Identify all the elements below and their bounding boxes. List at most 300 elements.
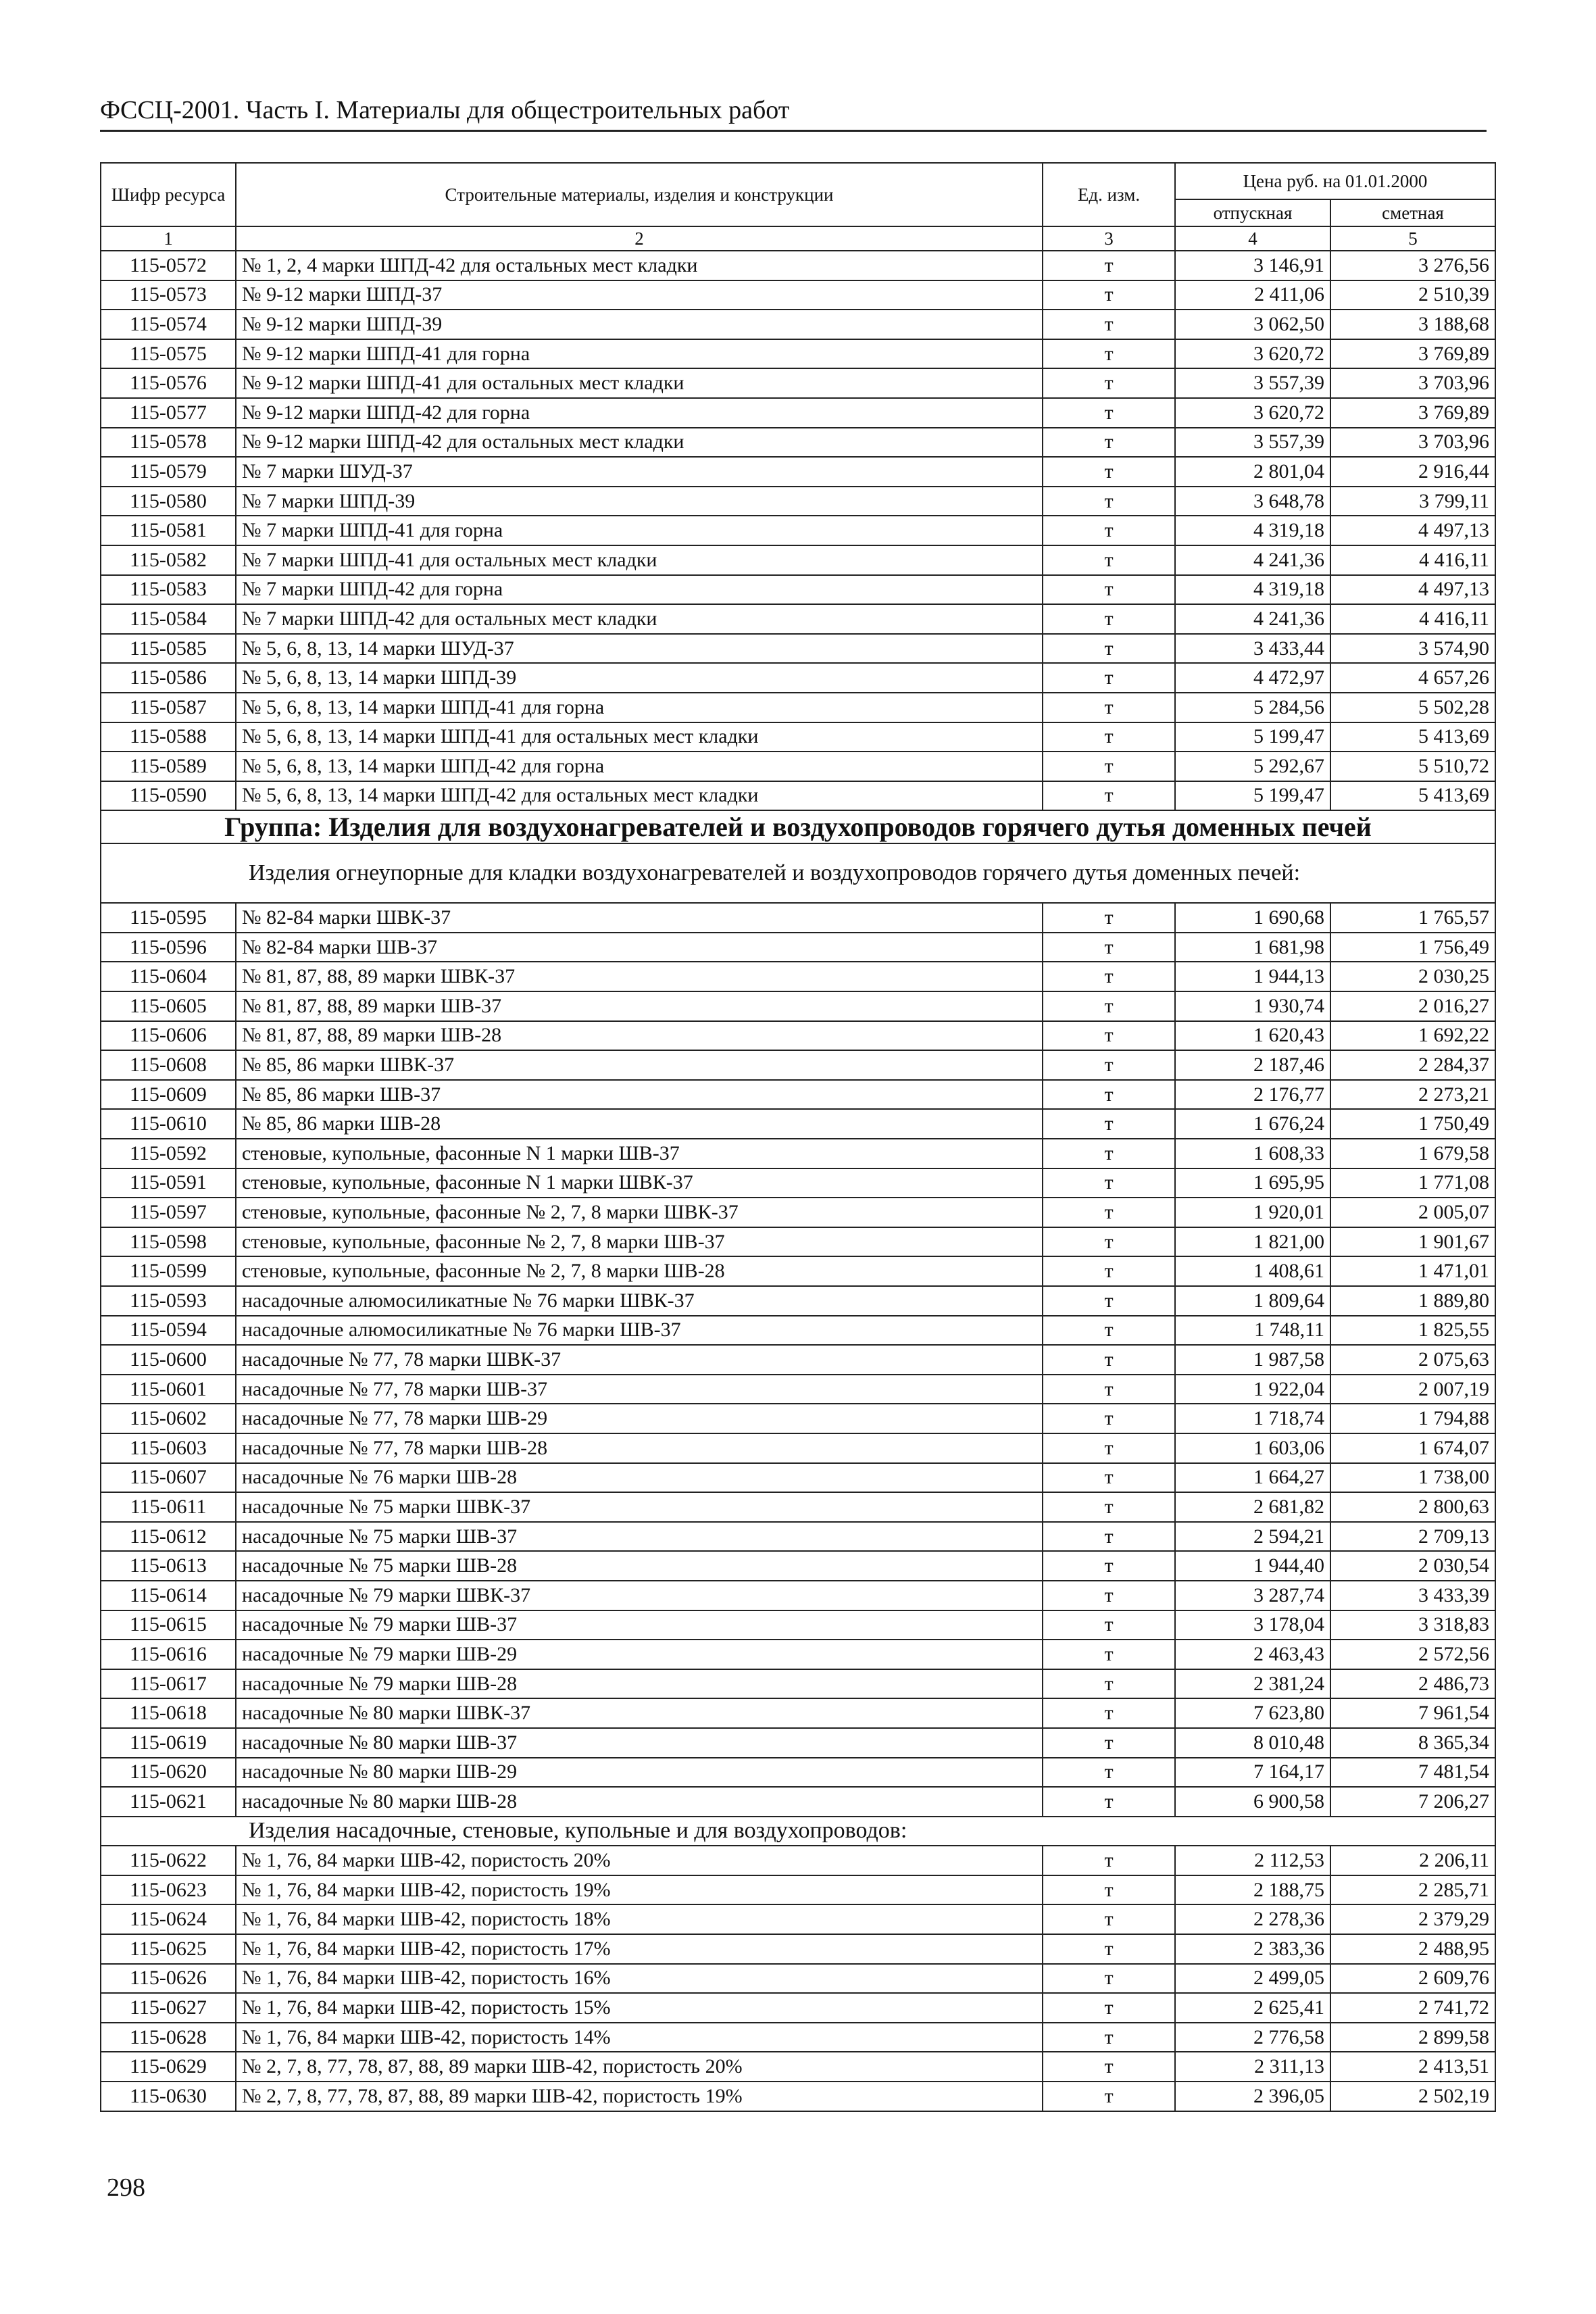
unit: т — [1043, 1256, 1175, 1286]
material-name: № 7 марки ШУД-37 — [236, 457, 1043, 487]
release-price: 4 319,18 — [1175, 575, 1330, 605]
subgroup-section — [101, 1817, 1495, 1846]
table-header — [101, 163, 1495, 251]
table-row — [101, 2052, 1495, 2082]
unit: т — [1043, 2052, 1175, 2082]
resource-code: 115-0618 — [101, 1698, 236, 1728]
release-price: 3 620,72 — [1175, 398, 1330, 428]
header-col-number: 3 — [1043, 226, 1175, 251]
table-row — [101, 604, 1495, 634]
estimate-price: 3 276,56 — [1330, 251, 1495, 280]
material-name: № 1, 76, 84 марки ШВ-42, пористость 16% — [236, 1964, 1043, 1994]
estimate-price: 2 413,51 — [1330, 2052, 1495, 2082]
table-row — [101, 1698, 1495, 1728]
material-name: насадочные № 77, 78 марки ШВ-29 — [236, 1404, 1043, 1433]
resource-code: 115-0608 — [101, 1050, 236, 1080]
resource-code: 115-0617 — [101, 1669, 236, 1699]
estimate-price: 3 769,89 — [1330, 398, 1495, 428]
unit: т — [1043, 1198, 1175, 1227]
unit: т — [1043, 310, 1175, 339]
resource-code: 115-0589 — [101, 752, 236, 781]
unit: т — [1043, 516, 1175, 545]
unit: т — [1043, 903, 1175, 933]
resource-code: 115-0605 — [101, 991, 236, 1021]
table-row — [101, 2082, 1495, 2111]
estimate-price: 2 285,71 — [1330, 1875, 1495, 1905]
resource-code: 115-0622 — [101, 1846, 236, 1875]
estimate-price: 1 901,67 — [1330, 1227, 1495, 1257]
table-row — [101, 1227, 1495, 1257]
table-row — [101, 722, 1495, 752]
resource-code: 115-0624 — [101, 1904, 236, 1934]
unit: т — [1043, 1168, 1175, 1198]
release-price: 1 603,06 — [1175, 1433, 1330, 1463]
table-row — [101, 1728, 1495, 1758]
release-price: 4 472,97 — [1175, 663, 1330, 693]
table-row — [101, 1433, 1495, 1463]
resource-code: 115-0609 — [101, 1080, 236, 1110]
estimate-price: 2 916,44 — [1330, 457, 1495, 487]
release-price: 2 188,75 — [1175, 1875, 1330, 1905]
material-name: насадочные алюмосиликатные № 76 марки ШВ-37 — [236, 1316, 1043, 1346]
estimate-price: 2 572,56 — [1330, 1640, 1495, 1669]
table-row — [101, 280, 1495, 310]
table-row — [101, 1522, 1495, 1552]
resource-code: 115-0612 — [101, 1522, 236, 1552]
material-name: № 1, 76, 84 марки ШВ-42, пористость 15% — [236, 1993, 1043, 2023]
resource-code: 115-0579 — [101, 457, 236, 487]
resource-code: 115-0627 — [101, 1993, 236, 2023]
resource-code: 115-0573 — [101, 280, 236, 310]
release-price: 1 690,68 — [1175, 903, 1330, 933]
resource-code: 115-0610 — [101, 1109, 236, 1139]
unit: т — [1043, 1934, 1175, 1964]
table-row — [101, 634, 1495, 664]
release-price: 2 176,77 — [1175, 1080, 1330, 1110]
table-row — [101, 1934, 1495, 1964]
release-price: 3 648,78 — [1175, 487, 1330, 516]
release-price: 3 433,44 — [1175, 634, 1330, 664]
material-name: № 9-12 марки ШПД-41 для горна — [236, 339, 1043, 369]
unit: т — [1043, 1375, 1175, 1404]
release-price: 1 920,01 — [1175, 1198, 1330, 1227]
estimate-price: 8 365,34 — [1330, 1728, 1495, 1758]
table-body-b — [101, 903, 1495, 1816]
material-name: стеновые, купольные, фасонные № 2, 7, 8 марки ШВ-37 — [236, 1227, 1043, 1257]
table-row — [101, 368, 1495, 398]
table-row — [101, 251, 1495, 280]
material-name: № 85, 86 марки ШВ-37 — [236, 1080, 1043, 1110]
unit: т — [1043, 1080, 1175, 1110]
page-number: 298 — [107, 2173, 145, 2202]
material-name: насадочные № 80 марки ШВ-37 — [236, 1728, 1043, 1758]
resource-code: 115-0593 — [101, 1286, 236, 1316]
material-name: № 2, 7, 8, 77, 78, 87, 88, 89 марки ШВ-42, пористость 20% — [236, 2052, 1043, 2082]
release-price: 5 199,47 — [1175, 781, 1330, 811]
unit: т — [1043, 1463, 1175, 1493]
table-row — [101, 1021, 1495, 1051]
release-price: 2 112,53 — [1175, 1846, 1330, 1875]
material-name: № 82-84 марки ШВК-37 — [236, 903, 1043, 933]
subgroup-row — [101, 843, 1495, 903]
page-header: ФССЦ-2001. Часть I. Материалы для общестроительных работ — [100, 95, 1487, 132]
group-title: Группа: Изделия для воздухонагревателей и воздухопроводов горячего дутья доменных печей — [101, 810, 1495, 843]
estimate-price: 4 497,13 — [1330, 575, 1495, 605]
unit: т — [1043, 1669, 1175, 1699]
table-row — [101, 1904, 1495, 1934]
material-name: № 5, 6, 8, 13, 14 марки ШУД-37 — [236, 634, 1043, 664]
estimate-price: 2 510,39 — [1330, 280, 1495, 310]
release-price: 3 287,74 — [1175, 1581, 1330, 1610]
resource-code: 115-0629 — [101, 2052, 236, 2082]
header-code: Шифр ресурса — [101, 163, 236, 226]
unit: т — [1043, 1551, 1175, 1581]
material-name: № 5, 6, 8, 13, 14 марки ШПД-39 — [236, 663, 1043, 693]
unit: т — [1043, 1640, 1175, 1669]
release-price: 5 199,47 — [1175, 722, 1330, 752]
material-name: насадочные № 80 марки ШВ-28 — [236, 1787, 1043, 1817]
unit: т — [1043, 663, 1175, 693]
material-name: стеновые, купольные, фасонные N 1 марки ШВ-37 — [236, 1139, 1043, 1168]
estimate-price: 1 692,22 — [1330, 1021, 1495, 1051]
table-row — [101, 545, 1495, 575]
table-row — [101, 991, 1495, 1021]
table-row — [101, 310, 1495, 339]
estimate-price: 2 284,37 — [1330, 1050, 1495, 1080]
unit: т — [1043, 1758, 1175, 1788]
resource-code: 115-0621 — [101, 1787, 236, 1817]
release-price: 1 930,74 — [1175, 991, 1330, 1021]
material-name: № 81, 87, 88, 89 марки ШВ-37 — [236, 991, 1043, 1021]
unit: т — [1043, 2023, 1175, 2052]
table-row — [101, 1286, 1495, 1316]
estimate-price: 4 416,11 — [1330, 545, 1495, 575]
table-row — [101, 457, 1495, 487]
table-row — [101, 1256, 1495, 1286]
table-row — [101, 2023, 1495, 2052]
estimate-price: 3 188,68 — [1330, 310, 1495, 339]
resource-code: 115-0623 — [101, 1875, 236, 1905]
resource-code: 115-0590 — [101, 781, 236, 811]
estimate-price: 4 657,26 — [1330, 663, 1495, 693]
release-price: 1 809,64 — [1175, 1286, 1330, 1316]
estimate-price: 4 497,13 — [1330, 516, 1495, 545]
resource-code: 115-0614 — [101, 1581, 236, 1610]
material-name: насадочные № 79 марки ШВ-37 — [236, 1610, 1043, 1640]
unit: т — [1043, 1964, 1175, 1994]
material-name: насадочные № 79 марки ШВ-28 — [236, 1669, 1043, 1699]
material-name: насадочные № 79 марки ШВ-29 — [236, 1640, 1043, 1669]
unit: т — [1043, 1522, 1175, 1552]
estimate-price: 7 206,27 — [1330, 1787, 1495, 1817]
unit: т — [1043, 634, 1175, 664]
estimate-price: 1 750,49 — [1330, 1109, 1495, 1139]
unit: т — [1043, 1993, 1175, 2023]
resource-code: 115-0630 — [101, 2082, 236, 2111]
resource-code: 115-0596 — [101, 933, 236, 962]
material-name: насадочные № 77, 78 марки ШВК-37 — [236, 1345, 1043, 1375]
material-name: насадочные № 80 марки ШВК-37 — [236, 1698, 1043, 1728]
unit: т — [1043, 1728, 1175, 1758]
unit: т — [1043, 457, 1175, 487]
material-name: № 1, 76, 84 марки ШВ-42, пористость 20% — [236, 1846, 1043, 1875]
unit: т — [1043, 781, 1175, 811]
estimate-price: 7 961,54 — [1330, 1698, 1495, 1728]
release-price: 4 319,18 — [1175, 516, 1330, 545]
estimate-price: 1 771,08 — [1330, 1168, 1495, 1198]
release-price: 2 681,82 — [1175, 1492, 1330, 1522]
resource-code: 115-0625 — [101, 1934, 236, 1964]
estimate-price: 5 502,28 — [1330, 693, 1495, 722]
release-price: 1 718,74 — [1175, 1404, 1330, 1433]
material-name: № 9-12 марки ШПД-37 — [236, 280, 1043, 310]
release-price: 3 620,72 — [1175, 339, 1330, 369]
release-price: 8 010,48 — [1175, 1728, 1330, 1758]
material-name: № 5, 6, 8, 13, 14 марки ШПД-41 для горна — [236, 693, 1043, 722]
material-name: № 1, 76, 84 марки ШВ-42, пористость 14% — [236, 2023, 1043, 2052]
header-col-number: 4 — [1175, 226, 1330, 251]
table-row — [101, 1964, 1495, 1994]
unit: т — [1043, 487, 1175, 516]
material-name: № 5, 6, 8, 13, 14 марки ШПД-42 для горна — [236, 752, 1043, 781]
estimate-price: 1 679,58 — [1330, 1139, 1495, 1168]
material-name: стеновые, купольные, фасонные N 1 марки ШВК-37 — [236, 1168, 1043, 1198]
table-row — [101, 962, 1495, 991]
unit: т — [1043, 1610, 1175, 1640]
estimate-price: 1 471,01 — [1330, 1256, 1495, 1286]
estimate-price: 2 379,29 — [1330, 1904, 1495, 1934]
release-price: 1 944,40 — [1175, 1551, 1330, 1581]
estimate-price: 2 016,27 — [1330, 991, 1495, 1021]
estimate-price: 2 273,21 — [1330, 1080, 1495, 1110]
release-price: 1 681,98 — [1175, 933, 1330, 962]
estimate-price: 1 738,00 — [1330, 1463, 1495, 1493]
header-col-number: 1 — [101, 226, 236, 251]
unit: т — [1043, 604, 1175, 634]
unit: т — [1043, 1904, 1175, 1934]
release-price: 6 900,58 — [1175, 1787, 1330, 1817]
release-price: 1 748,11 — [1175, 1316, 1330, 1346]
table-row — [101, 1640, 1495, 1669]
resource-code: 115-0598 — [101, 1227, 236, 1257]
resource-code: 115-0576 — [101, 368, 236, 398]
unit: т — [1043, 251, 1175, 280]
resource-code: 115-0580 — [101, 487, 236, 516]
release-price: 1 620,43 — [1175, 1021, 1330, 1051]
release-price: 2 625,41 — [1175, 1993, 1330, 2023]
release-price: 1 676,24 — [1175, 1109, 1330, 1139]
unit: т — [1043, 1404, 1175, 1433]
unit: т — [1043, 962, 1175, 991]
unit: т — [1043, 1846, 1175, 1875]
resource-code: 115-0577 — [101, 398, 236, 428]
resource-code: 115-0620 — [101, 1758, 236, 1788]
table-row — [101, 1198, 1495, 1227]
table-body-a — [101, 251, 1495, 810]
table-row — [101, 575, 1495, 605]
table-row — [101, 693, 1495, 722]
resource-code: 115-0581 — [101, 516, 236, 545]
table-row — [101, 781, 1495, 811]
estimate-price: 3 318,83 — [1330, 1610, 1495, 1640]
material-name: № 7 марки ШПД-39 — [236, 487, 1043, 516]
estimate-price: 3 433,39 — [1330, 1581, 1495, 1610]
table-row — [101, 1758, 1495, 1788]
unit: т — [1043, 545, 1175, 575]
unit: т — [1043, 1050, 1175, 1080]
material-name: насадочные № 79 марки ШВК-37 — [236, 1581, 1043, 1610]
estimate-price: 5 510,72 — [1330, 752, 1495, 781]
unit: т — [1043, 1581, 1175, 1610]
material-name: № 9-12 марки ШПД-39 — [236, 310, 1043, 339]
estimate-price: 4 416,11 — [1330, 604, 1495, 634]
release-price: 1 944,13 — [1175, 962, 1330, 991]
material-name: насадочные алюмосиликатные № 76 марки ШВК-37 — [236, 1286, 1043, 1316]
material-name: насадочные № 76 марки ШВ-28 — [236, 1463, 1043, 1493]
unit: т — [1043, 1227, 1175, 1257]
material-name: № 85, 86 марки ШВ-28 — [236, 1109, 1043, 1139]
material-name: № 7 марки ШПД-42 для остальных мест кладки — [236, 604, 1043, 634]
release-price: 2 499,05 — [1175, 1964, 1330, 1994]
estimate-price: 2 609,76 — [1330, 1964, 1495, 1994]
estimate-price: 3 574,90 — [1330, 634, 1495, 664]
unit: т — [1043, 1492, 1175, 1522]
table-row — [101, 1168, 1495, 1198]
unit: т — [1043, 1787, 1175, 1817]
release-price: 4 241,36 — [1175, 545, 1330, 575]
table-body-c — [101, 1846, 1495, 2111]
unit: т — [1043, 1345, 1175, 1375]
material-name: № 82-84 марки ШВ-37 — [236, 933, 1043, 962]
material-name: стеновые, купольные, фасонные № 2, 7, 8 марки ШВ-28 — [236, 1256, 1043, 1286]
material-name: № 81, 87, 88, 89 марки ШВК-37 — [236, 962, 1043, 991]
resource-code: 115-0597 — [101, 1198, 236, 1227]
estimate-price: 2 030,25 — [1330, 962, 1495, 991]
table-row — [101, 1492, 1495, 1522]
release-price: 1 695,95 — [1175, 1168, 1330, 1198]
estimate-price: 2 486,73 — [1330, 1669, 1495, 1699]
unit: т — [1043, 398, 1175, 428]
material-name: № 85, 86 марки ШВК-37 — [236, 1050, 1043, 1080]
resource-code: 115-0599 — [101, 1256, 236, 1286]
resource-code: 115-0592 — [101, 1139, 236, 1168]
unit: т — [1043, 1286, 1175, 1316]
unit: т — [1043, 693, 1175, 722]
estimate-price: 1 756,49 — [1330, 933, 1495, 962]
release-price: 2 278,36 — [1175, 1904, 1330, 1934]
resource-code: 115-0588 — [101, 722, 236, 752]
release-price: 1 922,04 — [1175, 1375, 1330, 1404]
material-name: № 7 марки ШПД-42 для горна — [236, 575, 1043, 605]
unit: т — [1043, 1316, 1175, 1346]
material-name: № 5, 6, 8, 13, 14 марки ШПД-42 для остальных мест кладки — [236, 781, 1043, 811]
unit: т — [1043, 1109, 1175, 1139]
resource-code: 115-0586 — [101, 663, 236, 693]
table-row — [101, 1139, 1495, 1168]
estimate-price: 2 007,19 — [1330, 1375, 1495, 1404]
material-name: № 7 марки ШПД-41 для горна — [236, 516, 1043, 545]
table-row — [101, 663, 1495, 693]
table-row — [101, 1551, 1495, 1581]
resource-code: 115-0584 — [101, 604, 236, 634]
material-name: насадочные № 77, 78 марки ШВ-37 — [236, 1375, 1043, 1404]
estimate-price: 2 800,63 — [1330, 1492, 1495, 1522]
release-price: 5 284,56 — [1175, 693, 1330, 722]
unit: т — [1043, 428, 1175, 458]
unit: т — [1043, 368, 1175, 398]
resource-code: 115-0602 — [101, 1404, 236, 1433]
unit: т — [1043, 280, 1175, 310]
estimate-price: 1 794,88 — [1330, 1404, 1495, 1433]
material-name: № 81, 87, 88, 89 марки ШВ-28 — [236, 1021, 1043, 1051]
table-row — [101, 1669, 1495, 1699]
release-price: 2 463,43 — [1175, 1640, 1330, 1669]
estimate-price: 2 502,19 — [1330, 2082, 1495, 2111]
resource-code: 115-0587 — [101, 693, 236, 722]
header-release: отпускная — [1175, 199, 1330, 226]
unit: т — [1043, 339, 1175, 369]
release-price: 3 557,39 — [1175, 428, 1330, 458]
estimate-price: 3 703,96 — [1330, 428, 1495, 458]
material-name: № 9-12 марки ШПД-42 для остальных мест кладки — [236, 428, 1043, 458]
release-price: 1 408,61 — [1175, 1256, 1330, 1286]
group-section — [101, 810, 1495, 903]
group-title-row — [101, 810, 1495, 843]
resource-code: 115-0616 — [101, 1640, 236, 1669]
release-price: 3 062,50 — [1175, 310, 1330, 339]
estimate-price: 3 799,11 — [1330, 487, 1495, 516]
estimate-price: 3 769,89 — [1330, 339, 1495, 369]
estimate-price: 1 889,80 — [1330, 1286, 1495, 1316]
estimate-price: 1 825,55 — [1330, 1316, 1495, 1346]
table-row — [101, 1375, 1495, 1404]
subgroup-row — [101, 1817, 1495, 1846]
release-price: 1 987,58 — [1175, 1345, 1330, 1375]
resource-code: 115-0626 — [101, 1964, 236, 1994]
release-price: 1 664,27 — [1175, 1463, 1330, 1493]
resource-code: 115-0615 — [101, 1610, 236, 1640]
release-price: 4 241,36 — [1175, 604, 1330, 634]
estimate-price: 3 703,96 — [1330, 368, 1495, 398]
table-row — [101, 1316, 1495, 1346]
resource-code: 115-0583 — [101, 575, 236, 605]
material-name: № 2, 7, 8, 77, 78, 87, 88, 89 марки ШВ-42, пористость 19% — [236, 2082, 1043, 2111]
table-row — [101, 1109, 1495, 1139]
unit: т — [1043, 722, 1175, 752]
estimate-price: 2 488,95 — [1330, 1934, 1495, 1964]
resource-code: 115-0582 — [101, 545, 236, 575]
header-estimate: сметная — [1330, 199, 1495, 226]
release-price: 1 608,33 — [1175, 1139, 1330, 1168]
resource-code: 115-0601 — [101, 1375, 236, 1404]
resource-code: 115-0606 — [101, 1021, 236, 1051]
table-row — [101, 487, 1495, 516]
table-row — [101, 1581, 1495, 1610]
material-name: насадочные № 75 марки ШВ-37 — [236, 1522, 1043, 1552]
resource-code: 115-0628 — [101, 2023, 236, 2052]
header-price: Цена руб. на 01.01.2000 — [1175, 163, 1495, 199]
resource-code: 115-0594 — [101, 1316, 236, 1346]
material-name: насадочные № 75 марки ШВК-37 — [236, 1492, 1043, 1522]
table-row — [101, 1345, 1495, 1375]
table-row — [101, 1787, 1495, 1817]
table-row — [101, 516, 1495, 545]
release-price: 2 381,24 — [1175, 1669, 1330, 1699]
estimate-price: 2 709,13 — [1330, 1522, 1495, 1552]
table-row — [101, 1050, 1495, 1080]
header-name: Строительные материалы, изделия и конструкции — [236, 163, 1043, 226]
release-price: 3 178,04 — [1175, 1610, 1330, 1640]
